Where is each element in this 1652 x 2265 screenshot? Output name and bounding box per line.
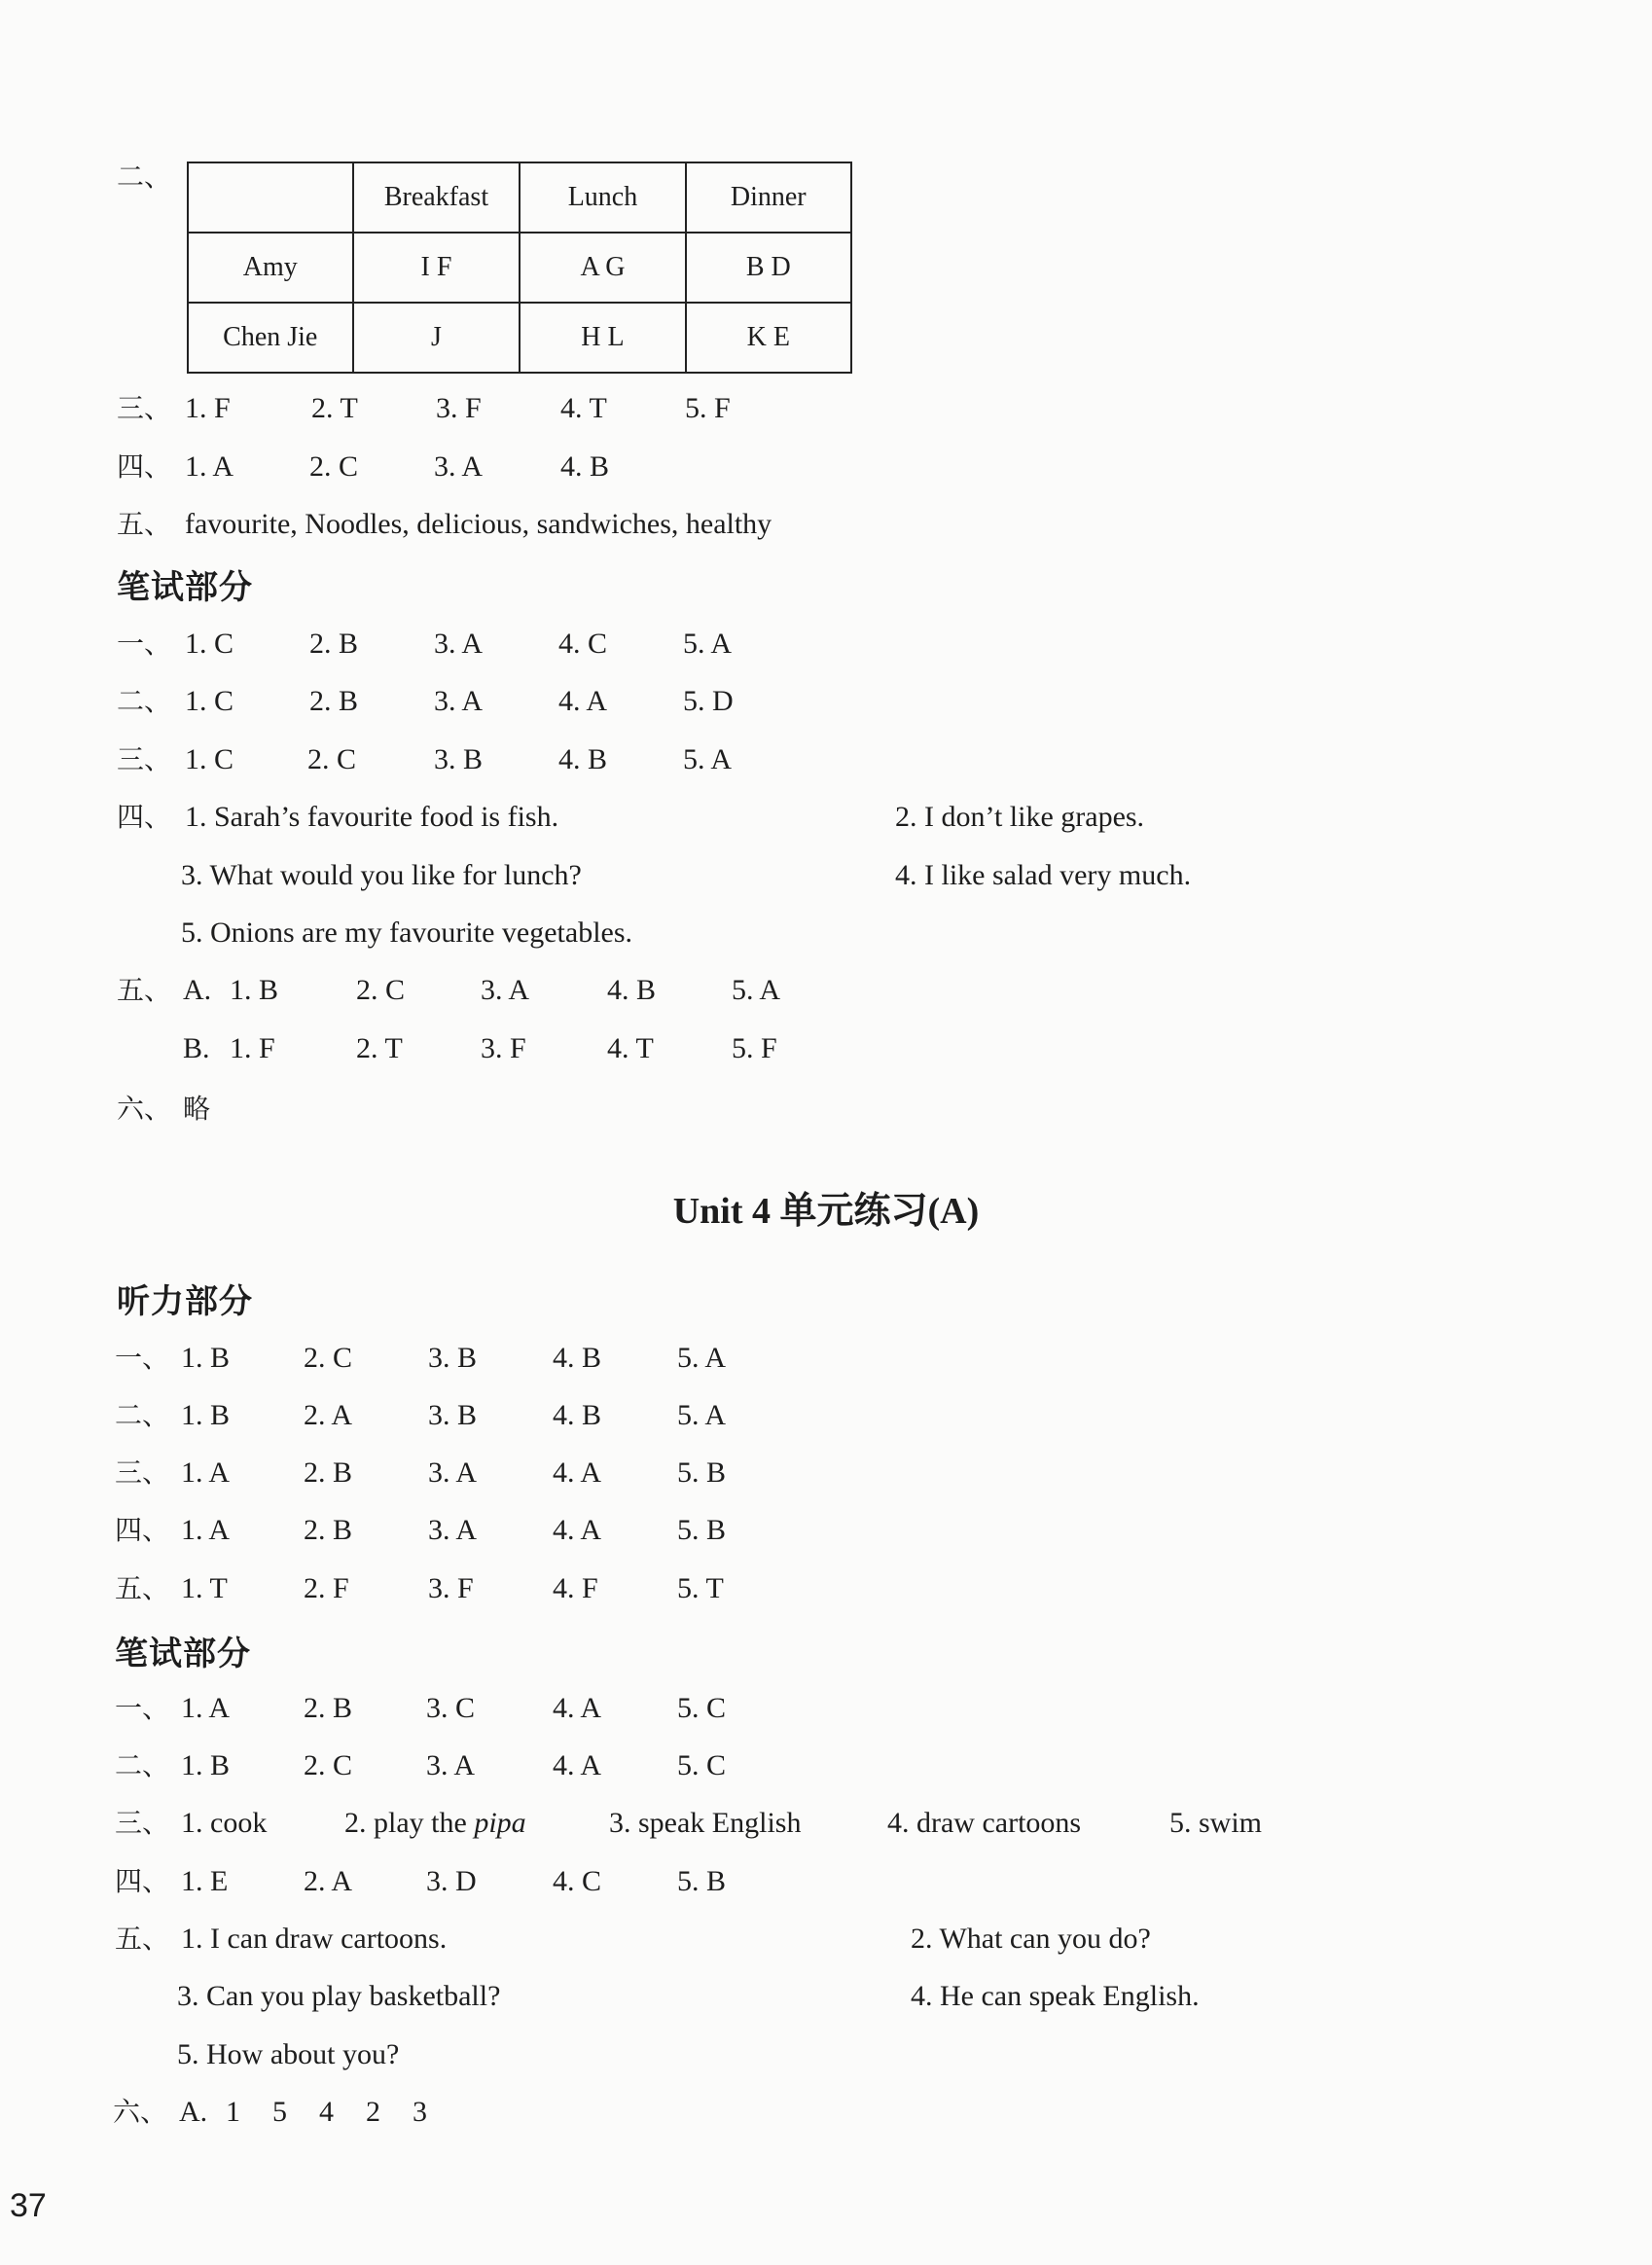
answer-item: 2. F [304, 1572, 349, 1604]
answer-sentence: 4. I like salad very much. [895, 859, 1192, 891]
answer-item: 1. C [185, 685, 234, 717]
answer-item: 5. B [677, 1865, 727, 1897]
table-header-cell: Lunch [520, 162, 685, 233]
section-label: 一、 [115, 1342, 170, 1374]
italic-word: pipa [474, 1807, 526, 1839]
answer-sentence: 2. What can you do? [911, 1923, 1151, 1955]
answer-item: 3. speak English [609, 1807, 802, 1839]
table-cell: I F [353, 233, 521, 303]
answer-item: 5. C [677, 1692, 727, 1724]
section-label: 三、 [117, 743, 172, 775]
answer-item: 2. T [311, 392, 358, 424]
section-label: 二、 [117, 161, 172, 193]
answer-item: 4. A [553, 1514, 602, 1546]
answer-item: 3. B [428, 1399, 478, 1431]
answer-item: 5. F [732, 1032, 777, 1064]
answer-item-text: 2. play the [344, 1807, 475, 1839]
sub-label: A. [179, 2096, 208, 2128]
answer-item: 2. B [304, 1692, 353, 1724]
answer-item: 3. A [428, 1456, 478, 1489]
answer-item: 2. C [304, 1342, 353, 1374]
table-cell: K E [686, 303, 851, 373]
answer-item: 3. A [434, 450, 484, 483]
table-header-cell [188, 162, 353, 233]
answer-item: 1. C [185, 628, 234, 660]
answer-item: 2. C [356, 974, 406, 1006]
answer-item: 3. F [436, 392, 482, 424]
table-cell: J [353, 303, 521, 373]
order-number: 5 [272, 2096, 287, 2128]
section-label: 一、 [117, 628, 172, 660]
section-heading: 笔试部分 [117, 568, 253, 607]
answer-sentence: 3. What would you like for lunch? [181, 859, 582, 891]
answer-item [344, 1804, 526, 1843]
order-number: 4 [319, 2096, 334, 2128]
table-row [188, 303, 851, 373]
answer-text: 略 [183, 1093, 211, 1125]
unit-label: Unit 4 [672, 1191, 771, 1232]
section-label: 六、 [117, 1093, 172, 1125]
answer-item: 2. B [304, 1514, 353, 1546]
answer-item: 2. B [304, 1456, 353, 1489]
answer-item: 4. A [553, 1692, 602, 1724]
answer-item: 3. A [428, 1514, 478, 1546]
answer-item: 5. swim [1169, 1807, 1263, 1839]
sub-label: B. [183, 1032, 210, 1064]
answer-sentence: 5. Onions are my favourite vegetables. [181, 917, 633, 949]
table-header-cell: Dinner [686, 162, 851, 233]
answer-sentence: 4. He can speak English. [911, 1980, 1200, 2012]
answer-sentence: 2. I don’t like grapes. [895, 801, 1145, 833]
section-label: 四、 [117, 801, 172, 833]
table-cell: B D [686, 233, 851, 303]
section-label: 六、 [113, 2096, 168, 2128]
answer-item: 5. A [677, 1342, 727, 1374]
answer-sentence: 5. How about you? [177, 2038, 400, 2070]
table-cell: Amy [188, 233, 353, 303]
section-label: 二、 [115, 1399, 170, 1431]
answer-item: 2. A [304, 1865, 353, 1897]
table-cell: H L [520, 303, 685, 373]
answer-item: 3. A [434, 628, 484, 660]
section-label: 二、 [115, 1749, 170, 1781]
section-label: 五、 [117, 974, 172, 1006]
answer-item: 5. F [685, 392, 731, 424]
order-number: 1 [226, 2096, 240, 2128]
answer-item: 1. A [181, 1692, 231, 1724]
answer-item: 2. C [309, 450, 359, 483]
answer-sentence: 1. I can draw cartoons. [181, 1923, 448, 1955]
page-number: 37 [10, 2187, 47, 2224]
answer-item: 4. A [553, 1456, 602, 1489]
order-number: 2 [366, 2096, 380, 2128]
answer-item: 3. A [481, 974, 530, 1006]
section-label: 五、 [115, 1572, 170, 1604]
answer-item: 4. A [558, 685, 608, 717]
answer-item: 4. B [560, 450, 610, 483]
answer-item: 4. T [607, 1032, 654, 1064]
table-row [188, 233, 851, 303]
answer-item: 5. A [732, 974, 781, 1006]
answer-item: 1. A [181, 1456, 231, 1489]
answer-item: 4. C [553, 1865, 602, 1897]
answer-item: 5. B [677, 1456, 727, 1489]
answer-item: 3. D [426, 1865, 477, 1897]
table-header-cell: Breakfast [353, 162, 521, 233]
answer-item: 1. A [181, 1514, 231, 1546]
answer-item: 5. A [683, 628, 733, 660]
page-title [0, 1180, 1652, 1234]
answer-item: 1. cook [181, 1807, 268, 1839]
answer-item: 3. B [428, 1342, 478, 1374]
answer-item: 1. F [185, 392, 231, 424]
meal-table [187, 162, 852, 374]
section-label: 四、 [117, 450, 172, 483]
answer-item: 3. C [426, 1692, 476, 1724]
answer-item: 4. B [553, 1399, 602, 1431]
section-label: 二、 [117, 685, 172, 717]
answer-item: 1. B [181, 1342, 231, 1374]
answer-item: 4. B [553, 1342, 602, 1374]
unit-suffix: (A) [927, 1191, 980, 1232]
answer-sentence: 1. Sarah’s favourite food is fish. [185, 801, 559, 833]
section-label: 三、 [115, 1807, 170, 1839]
section-label: 五、 [117, 508, 172, 540]
answer-item: 3. F [428, 1572, 474, 1604]
answer-item: 5. D [683, 685, 734, 717]
answer-item: 1. B [181, 1749, 231, 1781]
section-label: 四、 [115, 1865, 170, 1897]
answer-item: 4. T [560, 392, 607, 424]
answer-item: 5. A [683, 743, 733, 775]
answer-item: 5. B [677, 1514, 727, 1546]
answer-item: 4. B [607, 974, 657, 1006]
answer-item: 5. T [677, 1572, 724, 1604]
section-label: 五、 [115, 1923, 170, 1955]
answer-item: 1. F [230, 1032, 275, 1064]
answer-item: 2. B [309, 628, 359, 660]
section-label: 一、 [115, 1692, 170, 1724]
answer-item: 1. C [185, 743, 234, 775]
answer-text: favourite, Noodles, delicious, sandwiches, healthy [185, 508, 772, 540]
section-label: 四、 [115, 1514, 170, 1546]
answer-item: 5. A [677, 1399, 727, 1431]
section-heading: 笔试部分 [115, 1635, 251, 1673]
answer-item: 3. B [434, 743, 484, 775]
answer-item: 4. F [553, 1572, 598, 1604]
section-label: 三、 [115, 1456, 170, 1489]
sub-label: A. [183, 974, 212, 1006]
answer-item: 2. A [304, 1399, 353, 1431]
table-cell: A G [520, 233, 685, 303]
answer-item: 4. B [558, 743, 608, 775]
answer-item: 2. C [307, 743, 357, 775]
answer-item: 1. B [230, 974, 279, 1006]
answer-item: 1. A [185, 450, 234, 483]
answer-item: 4. draw cartoons [887, 1807, 1082, 1839]
section-label: 三、 [117, 392, 172, 424]
answer-item: 3. A [434, 685, 484, 717]
answer-item: 1. T [181, 1572, 228, 1604]
answer-item: 3. F [481, 1032, 526, 1064]
table-cell: Chen Jie [188, 303, 353, 373]
answer-item: 2. C [304, 1749, 353, 1781]
answer-item: 1. E [181, 1865, 229, 1897]
answer-item: 5. C [677, 1749, 727, 1781]
answer-item: 3. A [426, 1749, 476, 1781]
table-header-row [188, 162, 851, 233]
answer-item: 1. B [181, 1399, 231, 1431]
answer-item: 4. C [558, 628, 608, 660]
order-number: 3 [413, 2096, 427, 2128]
answer-item: 2. T [356, 1032, 403, 1064]
answer-item: 2. B [309, 685, 359, 717]
unit-title-cn: 单元练习 [779, 1189, 928, 1232]
answer-sentence: 3. Can you play basketball? [177, 1980, 501, 2012]
section-heading: 听力部分 [117, 1282, 253, 1321]
answer-item: 4. A [553, 1749, 602, 1781]
